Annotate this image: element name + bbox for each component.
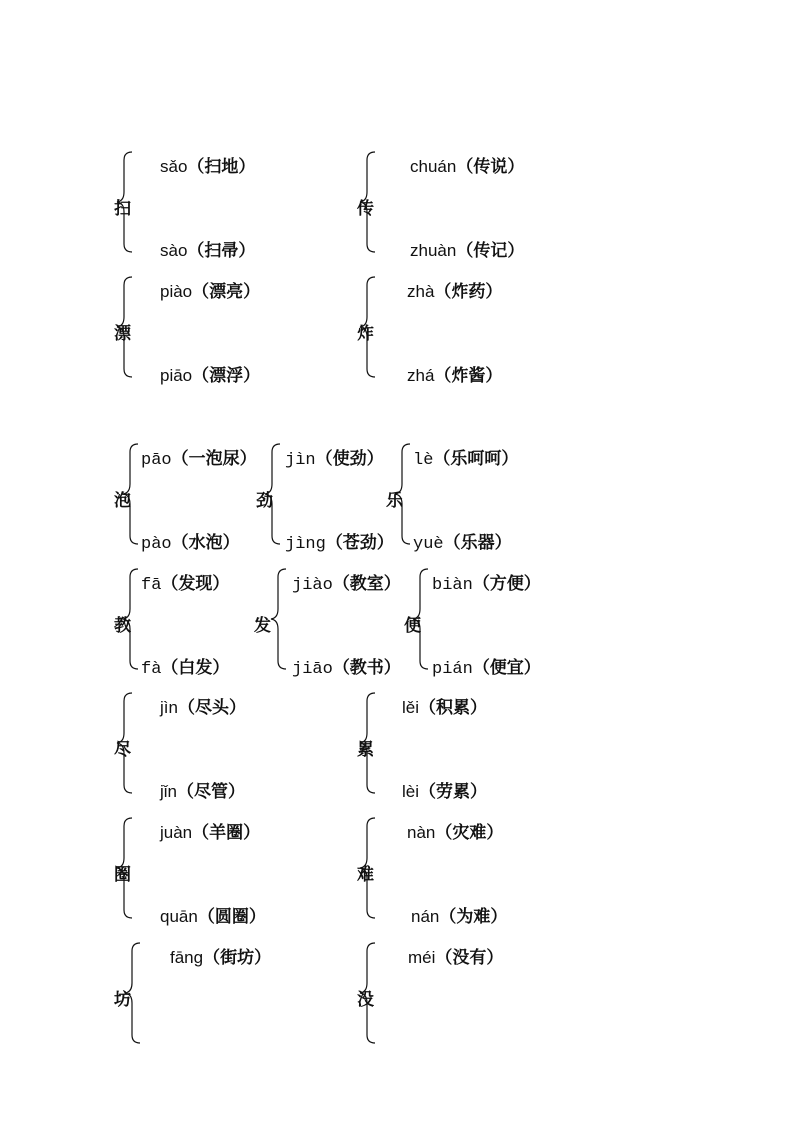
curly-brace-icon — [114, 826, 134, 926]
pinyin: lěi — [402, 698, 420, 717]
reading-2 — [292, 657, 401, 681]
word: （白发） — [161, 658, 230, 678]
reading-2 — [410, 240, 524, 262]
reading-2 — [407, 365, 502, 387]
word: （圆圈） — [197, 907, 266, 927]
curly-brace-icon — [357, 285, 377, 385]
reading-2 — [402, 781, 487, 803]
entry-sao — [114, 157, 354, 261]
word: （教书） — [332, 658, 401, 678]
word: （乐器） — [443, 533, 512, 553]
word: （扫地） — [187, 157, 256, 177]
pinyin: fāng — [170, 948, 204, 967]
reading-2 — [411, 906, 507, 928]
character: 圈 — [114, 865, 131, 885]
curly-brace-icon — [114, 452, 134, 552]
pinyin: pián — [432, 660, 473, 679]
pinyin: juàn — [160, 823, 193, 842]
entry-jin-end — [114, 698, 354, 802]
pinyin: chuán — [410, 157, 457, 176]
reading-1 — [292, 573, 401, 597]
entry-le — [386, 449, 626, 554]
word: （炸酱） — [434, 366, 503, 386]
word: （为难） — [439, 907, 508, 927]
character: 漂 — [114, 324, 131, 344]
reading-1 — [402, 697, 487, 719]
pinyin: zhá — [407, 366, 435, 385]
reading-1 — [141, 448, 257, 472]
reading-2 — [413, 532, 512, 556]
pinyin: nán — [411, 907, 440, 926]
reading-1 — [410, 156, 524, 178]
pinyin: biàn — [432, 576, 473, 595]
character: 乐 — [386, 491, 403, 511]
curly-brace-icon — [404, 577, 424, 677]
reading-2 — [141, 657, 229, 681]
word: （传说） — [456, 157, 525, 177]
word: （苍劲） — [325, 533, 394, 553]
entry-fang — [114, 948, 354, 1051]
curly-brace-icon — [386, 452, 406, 552]
entry-nan — [357, 823, 597, 927]
word: （发现） — [161, 574, 230, 594]
pinyin: nàn — [407, 823, 436, 842]
character: 尽 — [114, 740, 131, 760]
word: （漂浮） — [192, 366, 261, 386]
reading-1 — [141, 573, 229, 597]
character: 泡 — [114, 491, 131, 511]
pinyin: méi — [408, 948, 436, 967]
reading-1 — [160, 822, 260, 844]
reading-2 — [141, 532, 240, 556]
reading-1 — [413, 448, 518, 472]
entry-mei — [357, 948, 597, 1051]
word: （水泡） — [171, 533, 240, 553]
character: 扫 — [114, 199, 131, 219]
word: （方便） — [472, 574, 541, 594]
pinyin: lè — [413, 451, 434, 470]
pinyin: jiào — [292, 576, 333, 595]
pinyin: zhuàn — [410, 241, 457, 260]
word: （一泡尿） — [171, 449, 257, 469]
curly-brace-icon — [114, 285, 134, 385]
word: （劳累） — [419, 782, 488, 802]
pinyin: sào — [160, 241, 188, 260]
reading-2 — [432, 657, 541, 681]
reading-1 — [170, 947, 271, 969]
character: 传 — [357, 199, 374, 219]
reading-2 — [160, 906, 266, 928]
pinyin: fà — [141, 660, 162, 679]
pinyin: piào — [160, 282, 193, 301]
word: （街坊） — [203, 948, 272, 968]
reading-1 — [160, 156, 255, 178]
entry-bian — [404, 574, 644, 679]
reading-1 — [285, 448, 384, 472]
reading-2 — [160, 781, 245, 803]
character: 教 — [114, 616, 131, 636]
pinyin: lèi — [402, 782, 420, 801]
word: （灾难） — [435, 823, 504, 843]
pinyin: zhà — [407, 282, 435, 301]
pinyin: sǎo — [160, 157, 188, 176]
character: 没 — [357, 990, 374, 1010]
curly-brace-icon — [114, 577, 134, 677]
entry-juan — [114, 823, 354, 927]
character: 劲 — [256, 491, 273, 511]
word: （尽管） — [177, 782, 246, 802]
curly-brace-icon — [357, 701, 377, 801]
character: 坊 — [114, 990, 131, 1010]
entry-chuan — [357, 157, 597, 261]
entry-zha — [357, 282, 597, 386]
pinyin: quān — [160, 907, 198, 926]
character: 发 — [254, 616, 271, 636]
curly-brace-icon — [357, 951, 377, 1051]
word: （传记） — [456, 241, 525, 261]
character: 便 — [404, 616, 421, 636]
entry-lei — [357, 698, 597, 802]
word: （漂亮） — [192, 282, 261, 302]
reading-1 — [160, 697, 246, 719]
word: （乐呵呵） — [433, 449, 519, 469]
reading-1 — [407, 281, 502, 303]
pinyin: pào — [141, 535, 172, 554]
character: 难 — [357, 865, 374, 885]
word: （便宜） — [472, 658, 541, 678]
pinyin: yuè — [413, 535, 444, 554]
curly-brace-icon — [114, 701, 134, 801]
pinyin: jìng — [285, 535, 326, 554]
entry-piao — [114, 282, 354, 386]
curly-brace-icon — [357, 160, 377, 260]
word: （炸药） — [434, 282, 503, 302]
word: （积累） — [419, 698, 488, 718]
word: （教室） — [332, 574, 401, 594]
pinyin: jìn — [160, 698, 178, 717]
curly-brace-icon — [254, 577, 274, 677]
pinyin: jìn — [285, 451, 316, 470]
word: （使劲） — [315, 449, 384, 469]
reading-1 — [160, 281, 260, 303]
curly-brace-icon — [114, 160, 134, 260]
character: 炸 — [357, 324, 374, 344]
pinyin: fā — [141, 576, 162, 595]
word: （羊圈） — [192, 823, 261, 843]
curly-brace-icon — [114, 951, 134, 1051]
reading-1 — [408, 947, 503, 969]
reading-1 — [432, 573, 541, 597]
reading-2 — [160, 365, 260, 387]
pinyin: jǐn — [160, 782, 178, 801]
pinyin: piāo — [160, 366, 193, 385]
word: （扫帚） — [187, 241, 256, 261]
reading-1 — [407, 822, 503, 844]
curly-brace-icon — [357, 826, 377, 926]
pinyin: pāo — [141, 451, 172, 470]
reading-2 — [160, 240, 255, 262]
character: 累 — [357, 740, 374, 760]
word: （尽头） — [177, 698, 246, 718]
curly-brace-icon — [256, 452, 276, 552]
reading-2 — [285, 532, 394, 556]
word: （没有） — [435, 948, 504, 968]
pinyin: jiāo — [292, 660, 333, 679]
